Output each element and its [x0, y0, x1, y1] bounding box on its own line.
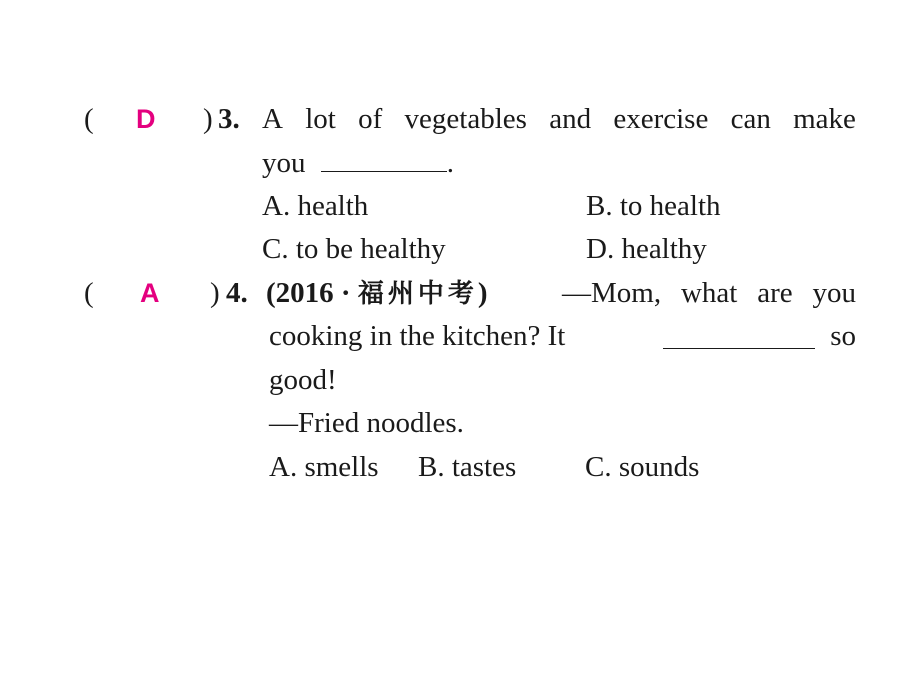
word: what — [680, 277, 738, 309]
option-3a: A. health — [262, 190, 369, 222]
option-4c: C. sounds — [585, 451, 700, 483]
question-4-stem-line2: cooking in the kitchen? It so — [269, 320, 856, 352]
word: make — [793, 103, 856, 135]
answer-close-paren: ) — [210, 277, 220, 309]
word: exercise — [613, 103, 709, 135]
question-4-stem-line3: good! — [269, 364, 337, 396]
question-4-source: (2016 · 福州中考) — [266, 277, 488, 309]
option-3c: C. to be healthy — [262, 233, 446, 265]
word: can — [730, 103, 771, 135]
word: you — [812, 277, 856, 309]
answer-blank — [663, 347, 815, 349]
word: lot — [305, 103, 336, 135]
answer-3: D — [136, 104, 156, 134]
question-4-reply: —Fried noodles. — [269, 407, 464, 439]
word: A — [262, 103, 283, 135]
word: —Mom, — [562, 277, 662, 309]
option-4b: B. tastes — [418, 451, 517, 483]
word: vegetables — [404, 103, 527, 135]
question-3-stem-line2: you . — [262, 147, 454, 179]
word: and — [549, 103, 592, 135]
option-4a: A. smells — [269, 451, 379, 483]
question-3-stem-line1 — [262, 100, 856, 138]
question-number-4: 4. — [226, 277, 248, 309]
word: are — [757, 277, 793, 309]
word: of — [358, 103, 383, 135]
answer-open-paren: ( — [84, 103, 94, 135]
answer-open-paren: ( — [84, 277, 94, 309]
answer-close-paren: ) — [203, 103, 213, 135]
answer-blank — [321, 170, 447, 172]
question-4-stem-line1 — [562, 274, 856, 312]
question-number-3: 3. — [218, 103, 240, 135]
answer-4: A — [140, 278, 160, 308]
option-3d: D. healthy — [586, 233, 707, 265]
option-3b: B. to health — [586, 190, 721, 222]
exam-source-label: 福州中考 — [357, 279, 478, 309]
